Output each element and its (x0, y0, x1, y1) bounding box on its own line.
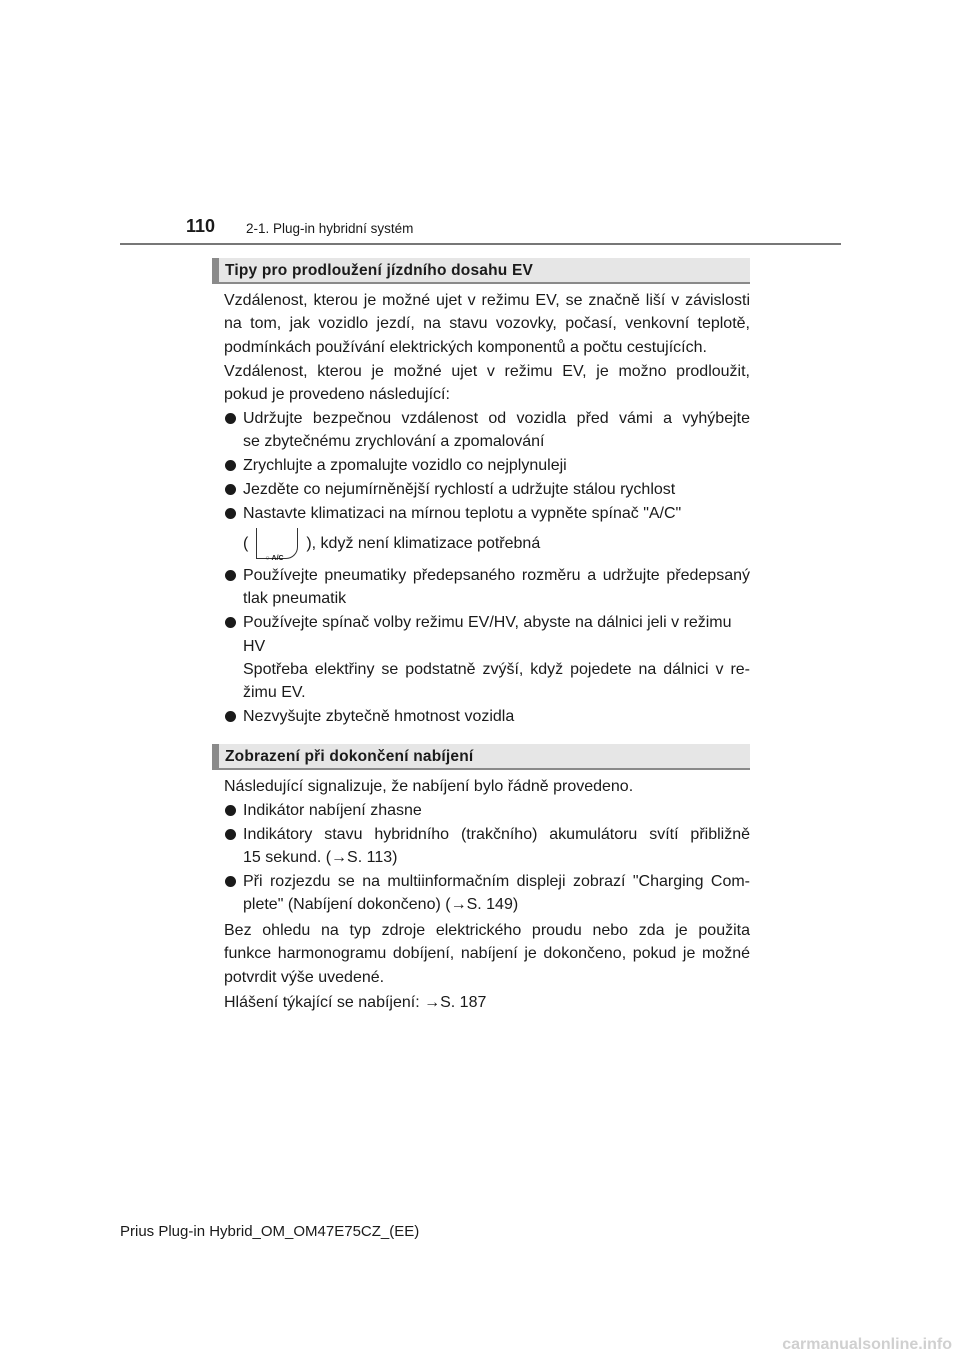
bullet-item (224, 799, 750, 822)
bullet-item (224, 454, 750, 477)
text-line: Jezděte co nejumírněnější rychlostí a udržujte stálou rychlost (243, 481, 676, 499)
text-line: funkce harmonogramu dobíjení, nabíjení je dokončeno, pokud je možné (224, 945, 750, 963)
ac-text: ), když není klimatizace potřebná (306, 534, 541, 552)
text-line: na tom, jak vozidlo jezdí, na stavu vozovky, počasí, venkovní teplotě, (224, 315, 750, 333)
paren-open: ( (243, 534, 249, 552)
bullet-icon (225, 508, 236, 519)
text-line: Nastavte klimatizaci na mírnou teplotu a vypněte spínač "A/C" (243, 505, 682, 523)
bullet-item (224, 611, 750, 705)
bullet-item (224, 502, 750, 525)
bullet-icon (225, 570, 236, 581)
text-line: Bez ohledu na typ zdroje elektrického proudu nebo zda je použita (224, 921, 750, 939)
bullet-icon (225, 711, 236, 722)
bullet-item (224, 478, 750, 501)
text-line: podmínkách používání elektrických komponentů a počtu cestujících. (224, 338, 707, 356)
bullet-item (224, 564, 750, 611)
text-line: se zbytečnému zrychlování a zpomalování (243, 433, 545, 451)
text-line: Indikátory stavu hybridního (trakčního) akumulátoru svítí přibližně (243, 825, 750, 843)
bullet-item (224, 705, 750, 728)
paragraph (224, 360, 750, 407)
bullet-icon (225, 876, 236, 887)
footer-doc-id: Prius Plug-in Hybrid_OM_OM47E75CZ_(EE) (120, 1223, 420, 1240)
text-line: Používejte spínač volby režimu EV/HV, abyste na dálnici jeli v režimu (243, 614, 732, 632)
bullet-item (224, 870, 750, 917)
watermark: carmanualsonline.info (782, 1336, 952, 1353)
text-line: 15 sekund. (→S. 113) (243, 849, 398, 867)
chapter-title: 2-1. Plug-in hybridní systém (246, 221, 414, 236)
page-number: 110 (186, 216, 216, 236)
bullet-icon (225, 805, 236, 816)
text-line: plete" (Nabíjení dokončeno) (→S. 149) (243, 896, 519, 914)
section-heading (212, 744, 750, 770)
bullet-icon (225, 829, 236, 840)
text-line: HV (243, 637, 266, 655)
text-line: Udržujte bezpečnou vzdálenost od vozidla před vámi a vyhýbejte (243, 409, 750, 427)
text-line: Při rozjezdu se na multiinformačním displeji zobrazí "Charging Com- (243, 873, 750, 891)
text-line: žimu EV. (243, 684, 306, 702)
text-line: tlak pneumatik (243, 590, 347, 608)
text-line: Spotřeba elektřiny se podstatně zvýší, když pojedete na dálnici v re- (243, 660, 750, 678)
text-line: Hlášení týkající se nabíjení: →S. 187 (224, 994, 487, 1012)
bullet-icon (225, 484, 236, 495)
text-line: Indikátor nabíjení zhasne (243, 801, 422, 819)
text-line: Vzdálenost, kterou je možné ujet v režimu EV, je možno prodloužit, (224, 362, 750, 380)
paragraph (224, 289, 750, 359)
section-charging-complete (224, 744, 750, 1015)
paragraph (224, 919, 750, 989)
text-line: potvrdit výše uvedené. (224, 968, 385, 986)
bullet-icon (225, 617, 236, 628)
ac-button-label: A/C (271, 555, 284, 563)
ac-button-icon: ○ A/C (256, 528, 298, 559)
text-line: Nezvyšujte zbytečně hmotnost vozidla (243, 708, 515, 726)
text-line: Používejte pneumatiky předepsaného rozměru a udržujte předepsaný (243, 566, 750, 584)
text-line: Zrychlujte a zpomalujte vozidlo co nejplynuleji (243, 457, 567, 475)
text-line: Následující signalizuje, že nabíjení bylo řádně provedeno. (224, 778, 634, 795)
section-heading (212, 258, 750, 284)
bullet-icon (225, 460, 236, 471)
section-title: Zobrazení při dokončení nabíjení (225, 748, 474, 765)
ac-line (224, 524, 750, 564)
header-rule (120, 243, 841, 245)
section-ev-range (224, 258, 750, 729)
paragraph (224, 775, 750, 798)
paragraph (224, 991, 750, 1014)
bullet-icon (225, 413, 236, 424)
section-title: Tipy pro prodloužení jízdního dosahu EV (225, 262, 534, 279)
bullet-item (224, 823, 750, 870)
bullet-item (224, 407, 750, 454)
text-line: Vzdálenost, kterou je možné ujet v režimu EV, se značně liší v závislosti (224, 292, 750, 309)
text-line: pokud je provedeno následující: (224, 386, 450, 404)
